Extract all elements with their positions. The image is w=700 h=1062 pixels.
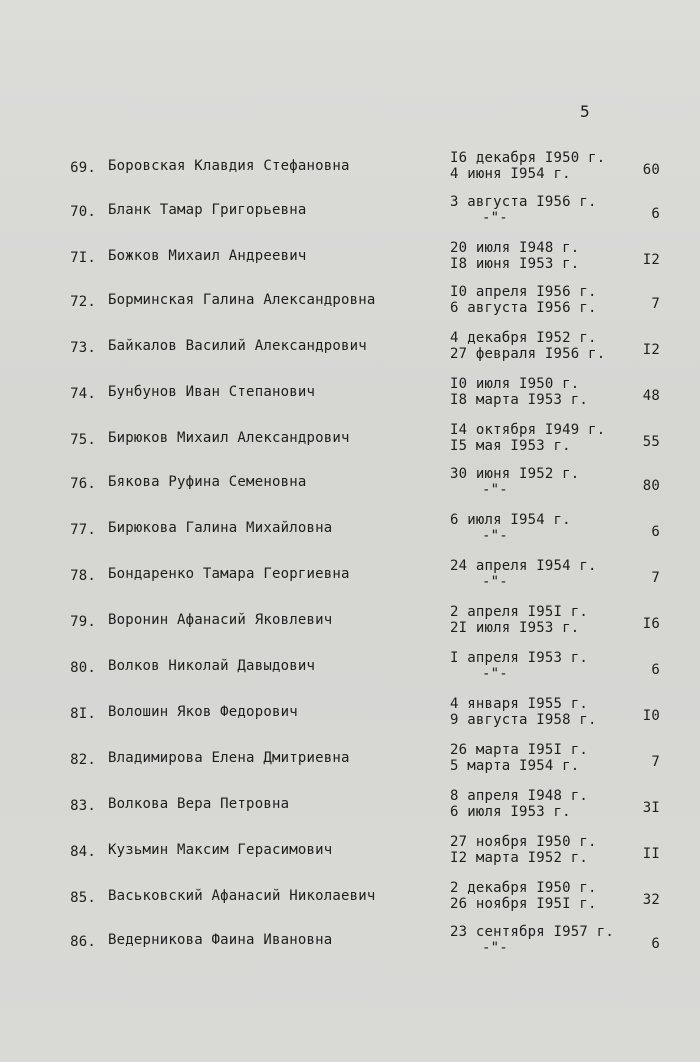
list-item [0, 422, 700, 474]
entry-name: Васьковский Афанасий Николаевич [108, 888, 376, 904]
list-item [0, 650, 700, 702]
entry-number: 8I. [70, 706, 96, 722]
entry-number: 80. [70, 660, 96, 676]
entry-amount: 7 [651, 296, 660, 312]
entry-name: Волошин Яков Федорович [108, 704, 298, 720]
entry-date-from: 8 апреля I948 г. [450, 788, 589, 804]
entry-number: 76. [70, 476, 96, 492]
entry-name: Боровская Клавдия Стефановна [108, 158, 350, 174]
entry-name: Бланк Тамар Григорьевна [108, 202, 307, 218]
entry-name: Божков Михаил Андреевич [108, 248, 307, 264]
entry-date-to: I2 марта I952 г. [450, 850, 589, 866]
entry-date-to: -"- [482, 210, 508, 226]
entry-number: 78. [70, 568, 96, 584]
entry-amount: I2 [642, 252, 660, 268]
entry-name: Бякова Руфина Семеновна [108, 474, 307, 490]
entry-date-to: 26 ноября I95I г. [450, 896, 597, 912]
entry-amount: 6 [651, 524, 660, 540]
entry-date-from: 4 января I955 г. [450, 696, 589, 712]
entry-amount: 7 [651, 754, 660, 770]
entry-date-to: 4 июня I954 г. [450, 166, 571, 182]
entry-name: Кузьмин Максим Герасимович [108, 842, 333, 858]
entry-date-to: 6 августа I956 г. [450, 300, 597, 316]
entry-name: Волков Николай Давыдович [108, 658, 316, 674]
entry-date-from: I0 апреля I956 г. [450, 284, 597, 300]
entry-number: 77. [70, 522, 96, 538]
entry-date-to: I8 июня I953 г. [450, 256, 580, 272]
entry-name: Волкова Вера Петровна [108, 796, 290, 812]
entry-number: 70. [70, 204, 96, 220]
list-item [0, 924, 700, 976]
entry-date-from: 2 декабря I950 г. [450, 880, 597, 896]
entry-name: Бондаренко Тамара Георгиевна [108, 566, 350, 582]
entry-date-to: -"- [482, 666, 508, 682]
entry-date-to: -"- [482, 528, 508, 544]
entry-date-to: I8 марта I953 г. [450, 392, 589, 408]
entry-date-from: 4 декабря I952 г. [450, 330, 597, 346]
entry-number: 69. [70, 160, 96, 176]
entry-name: Бирюков Михаил Александрович [108, 430, 350, 446]
entry-date-from: 20 июля I948 г. [450, 240, 580, 256]
entry-date-from: 26 марта I95I г. [450, 742, 589, 758]
entry-date-to: I5 мая I953 г. [450, 438, 571, 454]
entry-amount: I6 [642, 616, 660, 632]
entry-amount: I2 [642, 342, 660, 358]
entry-date-from: 6 июля I954 г. [450, 512, 571, 528]
entry-number: 75. [70, 432, 96, 448]
entry-date-to: 5 марта I954 г. [450, 758, 580, 774]
list-item [0, 742, 700, 794]
entry-amount: 3I [642, 800, 660, 816]
entry-date-to: -"- [482, 482, 508, 498]
entry-name: Владимирова Елена Дмитриевна [108, 750, 350, 766]
entry-name: Байкалов Василий Александрович [108, 338, 367, 354]
entry-number: 79. [70, 614, 96, 630]
list-item [0, 604, 700, 656]
entry-date-from: 23 сентября I957 г. [450, 924, 614, 940]
entry-date-to: -"- [482, 940, 508, 956]
entry-date-from: 3 августа I956 г. [450, 194, 597, 210]
entry-date-to: 27 февраля I956 г. [450, 346, 606, 362]
entry-date-from: I4 октября I949 г. [450, 422, 606, 438]
entry-date-to: -"- [482, 574, 508, 590]
entry-amount: 80 [642, 478, 660, 494]
entry-number: 83. [70, 798, 96, 814]
entry-date-from: 2 апреля I95I г. [450, 604, 589, 620]
entry-amount: 48 [642, 388, 660, 404]
entry-number: 74. [70, 386, 96, 402]
entry-amount: 6 [651, 662, 660, 678]
entry-date-from: I апреля I953 г. [450, 650, 589, 666]
entry-amount: 60 [642, 162, 660, 178]
entry-date-to: 6 июля I953 г. [450, 804, 571, 820]
list-item [0, 696, 700, 748]
entry-amount: 6 [651, 936, 660, 952]
entry-name: Бунбунов Иван Степанович [108, 384, 316, 400]
entry-name: Ведерникова Фаина Ивановна [108, 932, 333, 948]
page-number: 5 [580, 102, 590, 121]
entry-name: Воронин Афанасий Яковлевич [108, 612, 333, 628]
entry-number: 84. [70, 844, 96, 860]
list-item [0, 466, 700, 518]
entry-name: Борминская Галина Александровна [108, 292, 376, 308]
entry-date-to: 9 августа I958 г. [450, 712, 597, 728]
list-item [0, 558, 700, 610]
entry-number: 7I. [70, 250, 96, 266]
entry-date-from: 27 ноября I950 г. [450, 834, 597, 850]
entry-amount: 32 [642, 892, 660, 908]
entry-amount: I0 [642, 708, 660, 724]
entry-number: 72. [70, 294, 96, 310]
list-item [0, 194, 700, 246]
entry-number: 86. [70, 934, 96, 950]
entry-amount: 7 [651, 570, 660, 586]
entry-number: 73. [70, 340, 96, 356]
entry-number: 82. [70, 752, 96, 768]
entry-number: 85. [70, 890, 96, 906]
entry-date-from: 30 июня I952 г. [450, 466, 580, 482]
entry-amount: 6 [651, 206, 660, 222]
entry-amount: II [642, 846, 660, 862]
entry-amount: 55 [642, 434, 660, 450]
entry-date-from: I0 июля I950 г. [450, 376, 580, 392]
entry-name: Бирюкова Галина Михайловна [108, 520, 333, 536]
list-item [0, 330, 700, 382]
entry-date-to: 2I июля I953 г. [450, 620, 580, 636]
entry-date-from: I6 декабря I950 г. [450, 150, 606, 166]
entry-date-from: 24 апреля I954 г. [450, 558, 597, 574]
